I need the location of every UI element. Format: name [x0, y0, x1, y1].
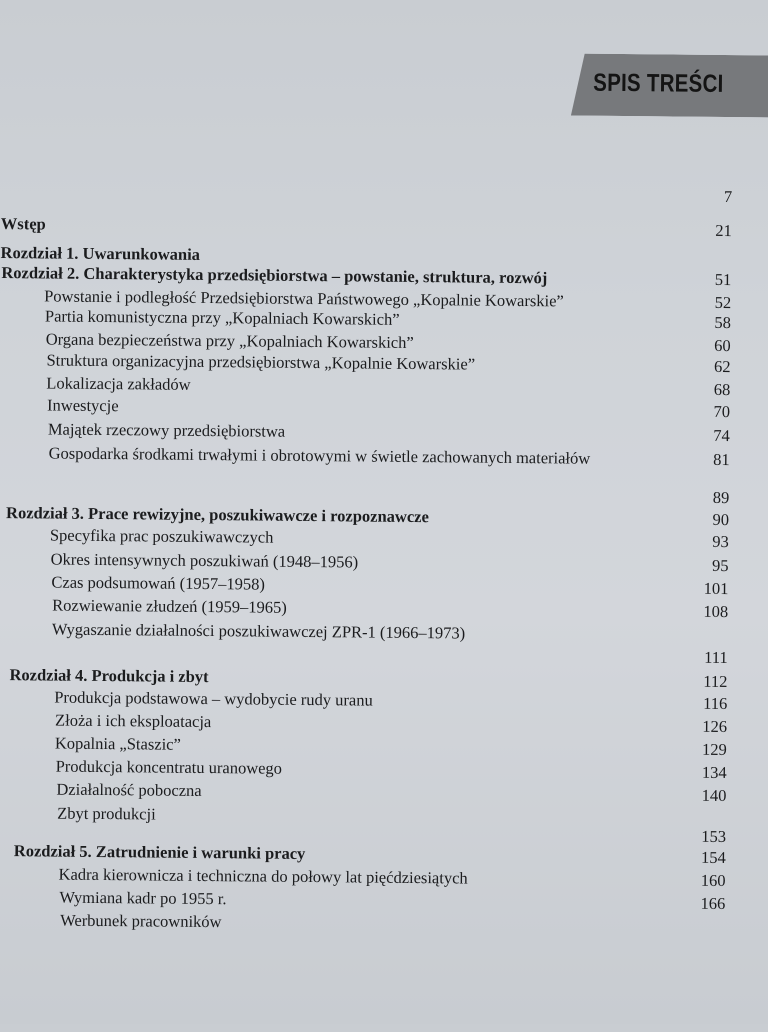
toc-entry-page: 52	[714, 292, 732, 313]
page-title: SPIS TREŚCI	[593, 68, 724, 98]
toc-entry-title: Produkcja podstawowa – wydobycie rudy uranu	[54, 687, 373, 710]
toc-entry-page: 126	[702, 716, 728, 737]
toc-entry-title: Lokalizacja zakładów	[46, 373, 191, 394]
toc-entry-title: Zbyt produkcji	[57, 803, 156, 824]
toc-entry-page: 101	[703, 578, 729, 599]
toc-entry-title: Kadra kierownicza i techniczna do połowy lat pięćdziesiątych	[58, 864, 468, 888]
toc-entry-page: 90	[712, 509, 730, 530]
toc-entry-page: 70	[713, 401, 731, 422]
toc-entry-title: Partia komunistyczna przy „Kopalniach Kowarskich”	[44, 306, 400, 329]
toc-entry-title: Złoża i ich eksploatacja	[54, 710, 212, 732]
toc-entry-page: 160	[700, 870, 726, 891]
toc-entry-title: Majątek rzeczowy przedsiębiorstwa	[47, 419, 286, 441]
toc-entry-title: Kopalnia „Staszic”	[54, 733, 181, 754]
toc-entry-page: 140	[701, 785, 727, 806]
toc-page-number	[0, 180, 738, 209]
toc-entry-title: Wymiana kadr po 1955 r.	[59, 887, 227, 909]
toc-entry-title: Wstęp	[0, 214, 46, 234]
toc-entry-title: Struktura organizacyjna przedsiębiorstwa „Kopalnie Kowarskie”	[46, 350, 476, 374]
toc-entry-page: 62	[713, 356, 731, 377]
toc-entry-page: 60	[714, 335, 731, 356]
toc-chapter	[0, 214, 738, 243]
toc-entry-page: 58	[714, 312, 732, 333]
toc-entry-title: Gospodarka środkami trwałymi i obrotowymi w świetle zachowanych materiałów	[48, 443, 591, 468]
toc-entry-page: 74	[713, 425, 730, 446]
toc-entry-title: Wygaszanie działalności poszukiwawczej ZPR-1 (1966–1973)	[51, 619, 466, 643]
toc-entry-page: 7	[723, 186, 733, 207]
toc-entry-page: 108	[703, 601, 729, 622]
toc-entry-title: Rozdział 1. Uwarunkowania	[0, 243, 201, 264]
toc-entry-title: Organa bezpieczeństwa przy „Kopalniach Kowarskich”	[45, 329, 414, 352]
toc-entry-page: 112	[703, 671, 728, 692]
toc-entry-title: Działalność poboczna	[56, 779, 202, 800]
toc-entry-page: 111	[704, 647, 728, 668]
toc-entry-page: 153	[701, 826, 727, 847]
toc-entry-title: Specyfika prac poszukiwawczych	[49, 525, 274, 547]
toc-entry-page: 116	[703, 693, 728, 714]
toc-entry-title: Czas podsumowań (1957–1958)	[51, 572, 266, 594]
toc-entry-page: 129	[701, 739, 727, 760]
toc-entry-page: 89	[712, 487, 730, 508]
toc-entry-page: 95	[712, 555, 729, 576]
toc-entry-page: 51	[714, 269, 732, 290]
toc-entry-title: Rozwiewanie złudzeń (1959–1965)	[52, 595, 287, 617]
toc-entry-page: 154	[700, 847, 726, 868]
toc-entry-page: 134	[701, 762, 727, 783]
toc-entry-title: Rozdział 2. Charakterystyka przedsiębiorstwa – powstanie, struktura, rozwój	[1, 263, 548, 288]
toc-entry-title: Rozdział 4. Produkcja i zbyt	[9, 665, 209, 687]
toc-entry-page: 93	[712, 531, 729, 552]
toc-entry-title: Rozdział 3. Prace rewizyjne, poszukiwawcze i rozpoznawcze	[5, 503, 429, 527]
toc-entry-title: Rozdział 5. Zatrudnienie i warunki pracy	[13, 841, 306, 863]
toc-entry-page: 166	[700, 893, 726, 914]
toc-entry-title: Inwestycje	[47, 395, 119, 416]
toc-entry-title: Produkcja koncentratu uranowego	[55, 756, 283, 778]
toc-entry-title: Werbunek pracowników	[60, 910, 222, 932]
toc-entry-title: Okres intensywnych poszukiwań (1948–1956)	[50, 549, 359, 572]
toc-entry-title: Powstanie i podległość Przedsiębiorstwa Państwowego „Kopalnie Kowarskie”	[44, 286, 564, 311]
toc-entry-page: 81	[713, 449, 730, 470]
toc-entry-page: 21	[715, 220, 732, 241]
toc-section	[0, 443, 736, 472]
toc-entry-page: 68	[713, 379, 731, 400]
